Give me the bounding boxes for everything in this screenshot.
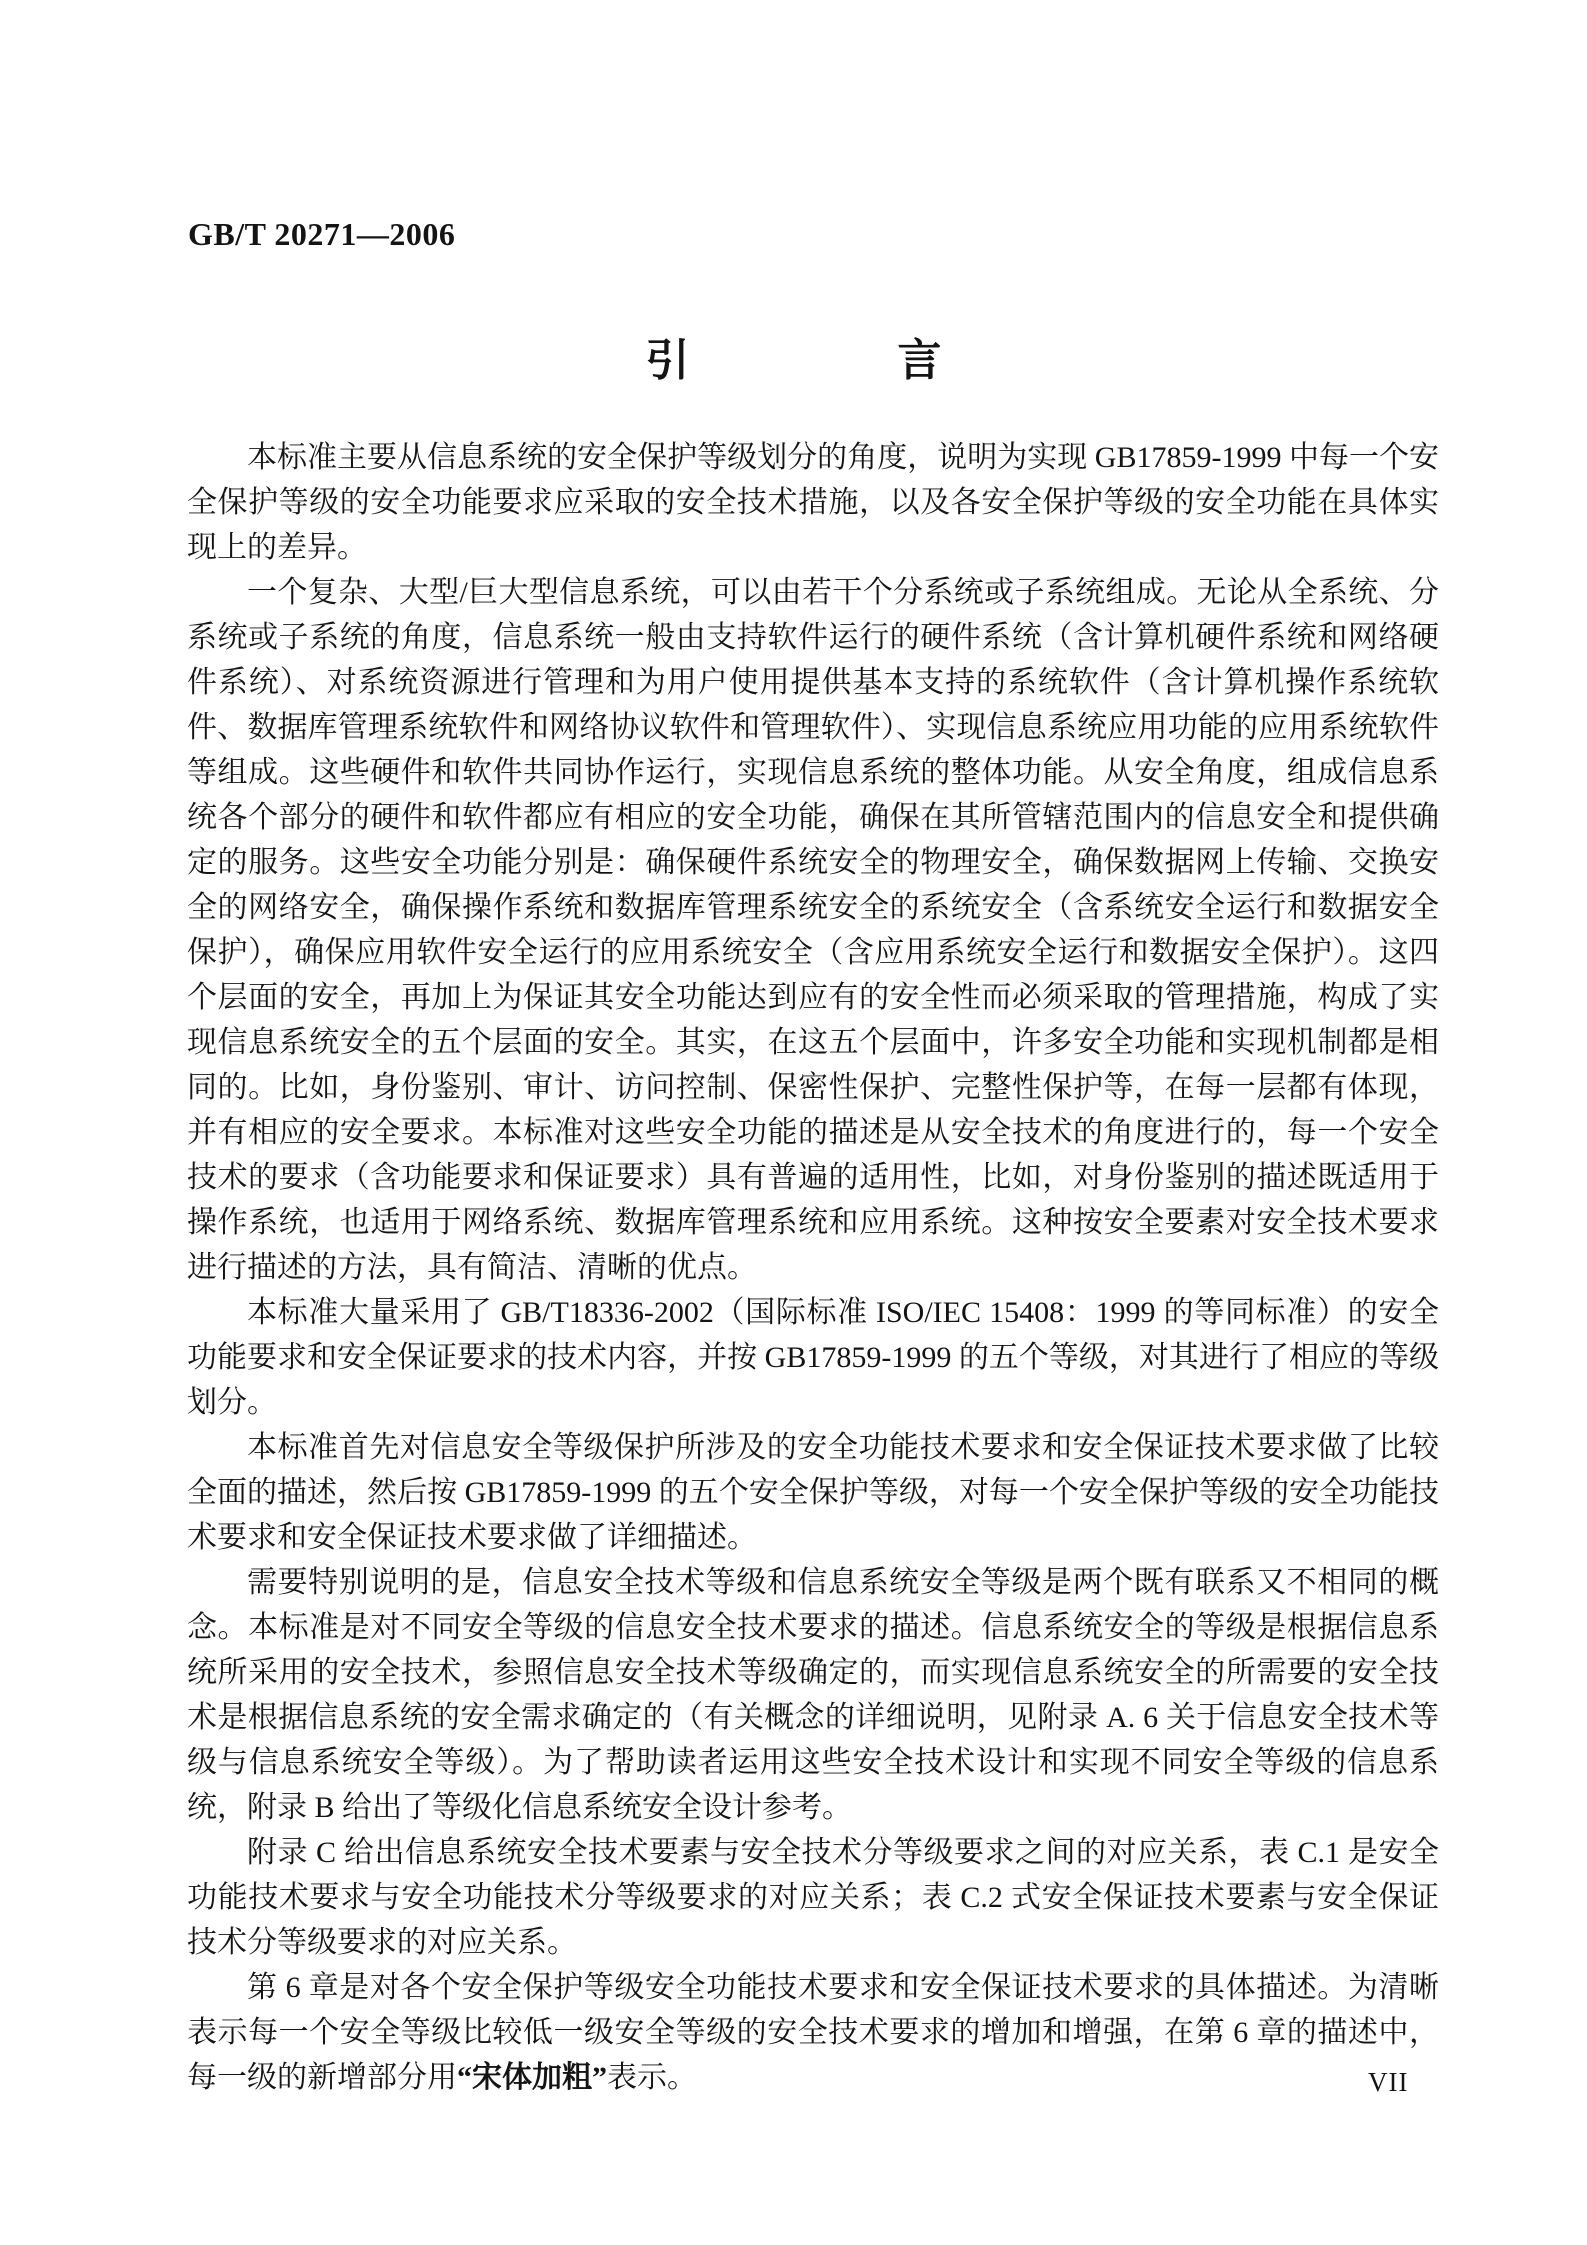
text-run: 表示。 [607,2061,697,2094]
text-run: 需要特别说明的是，信息安全技术等级和信息系统安全等级是两个既有联系又不相同的概念。本标准是对不同安全等级的信息安全技术要求的描述。信息系统安全的等级是根据信息系统所采用的安全技术，参照信息安全技术等级确定的，而实现信息系统安全的所需要的安全技术是根据信息系统的安全需求确定的（有关概念的详细说明，见附录 A. 6 关于信息安全技术等级与信息系统安全等级）。为了帮助读者运用这些安全技术设计和实现不同安全等级的信息系统，附录 B 给出了等级化信息系统安全设计参考。 [187,1566,1439,1824]
text-run: 本标准主要从信息系统的安全保护等级划分的角度，说明为实现 GB17859-1999 中每一个安全保护等级的安全功能要求应采取的安全技术措施，以及各安全保护等级的安全功能在具体实现上的差异。 [187,441,1439,564]
page-title-char-first: 引 [645,336,690,385]
paragraph [187,435,1439,570]
text-run: 本标准大量采用了 GB/T18336-2002（国际标准 ISO/IEC 15408：1999 的等同标准）的安全功能要求和安全保证要求的技术内容，并按 GB17859-1999 的五个等级，对其进行了相应的等级划分。 [187,1296,1439,1419]
text-run: 第 6 章是对各个安全保护等级安全功能技术要求和安全保证技术要求的具体描述。为清晰表示每一个安全等级比较低一级安全等级的安全技术要求的增加和增强，在第 6 章的描述中，每一级的新增部分用 [187,1971,1439,2094]
text-run: 本标准首先对信息安全等级保护所涉及的安全功能技术要求和安全保证技术要求做了比较全面的描述，然后按 GB17859-1999 的五个安全保护等级，对每一个安全保护等级的安全功能技术要求和安全保证技术要求做了详细描述。 [187,1431,1439,1554]
bold-text-run: “宋体加粗” [457,2061,607,2094]
page-number: VII [1368,2067,1409,2097]
page-title-char-second: 言 [897,336,942,385]
standard-code-header: GB/T 20271—2006 [188,216,456,252]
page-title [0,336,1587,386]
body-paragraphs [187,435,1439,2100]
paragraph [187,1290,1439,1425]
text-run: 一个复杂、大型/巨大型信息系统，可以由若干个分系统或子系统组成。无论从全系统、分系统或子系统的角度，信息系统一般由支持软件运行的硬件系统（含计算机硬件系统和网络硬件系统）、对系统资源进行管理和为用户使用提供基本支持的系统软件（含计算机操作系统软件、数据库管理系统软件和网络协议软件和管理软件）、实现信息系统应用功能的应用系统软件等组成。这些硬件和软件共同协作运行，实现信息系统的整体功能。从安全角度，组成信息系统各个部分的硬件和软件都应有相应的安全功能，确保在其所管辖范围内的信息安全和提供确定的服务。这些安全功能分别是：确保硬件系统安全的物理安全，确保数据网上传输、交换安全的网络安全，确保操作系统和数据库管理系统安全的系统安全（含系统安全运行和数据安全保护），确保应用软件安全运行的应用系统安全（含应用系统安全运行和数据安全保护）。这四个层面的安全，再加上为保证其安全功能达到应有的安全性而必须采取的管理措施，构成了实现信息系统安全的五个层面的安全。其实，在这五个层面中，许多安全功能和实现机制都是相同的。比如，身份鉴别、审计、访问控制、保密性保护、完整性保护等，在每一层都有体现，并有相应的安全要求。本标准对这些安全功能的描述是从安全技术的角度进行的，每一个安全技术的要求（含功能要求和保证要求）具有普遍的适用性，比如，对身份鉴别的描述既适用于操作系统，也适用于网络系统、数据库管理系统和应用系统。这种按安全要素对安全技术要求进行描述的方法，具有简洁、清晰的优点。 [187,576,1439,1284]
paragraph [187,1965,1439,2100]
paragraph [187,570,1439,1290]
paragraph [187,1425,1439,1560]
paragraph [187,1830,1439,1965]
paragraph [187,1560,1439,1830]
text-run: 附录 C 给出信息系统安全技术要素与安全技术分等级要求之间的对应关系，表 C.1 是安全功能技术要求与安全功能技术分等级要求的对应关系；表 C.2 式安全保证技术要素与安全保证技术分等级要求的对应关系。 [187,1836,1439,1959]
